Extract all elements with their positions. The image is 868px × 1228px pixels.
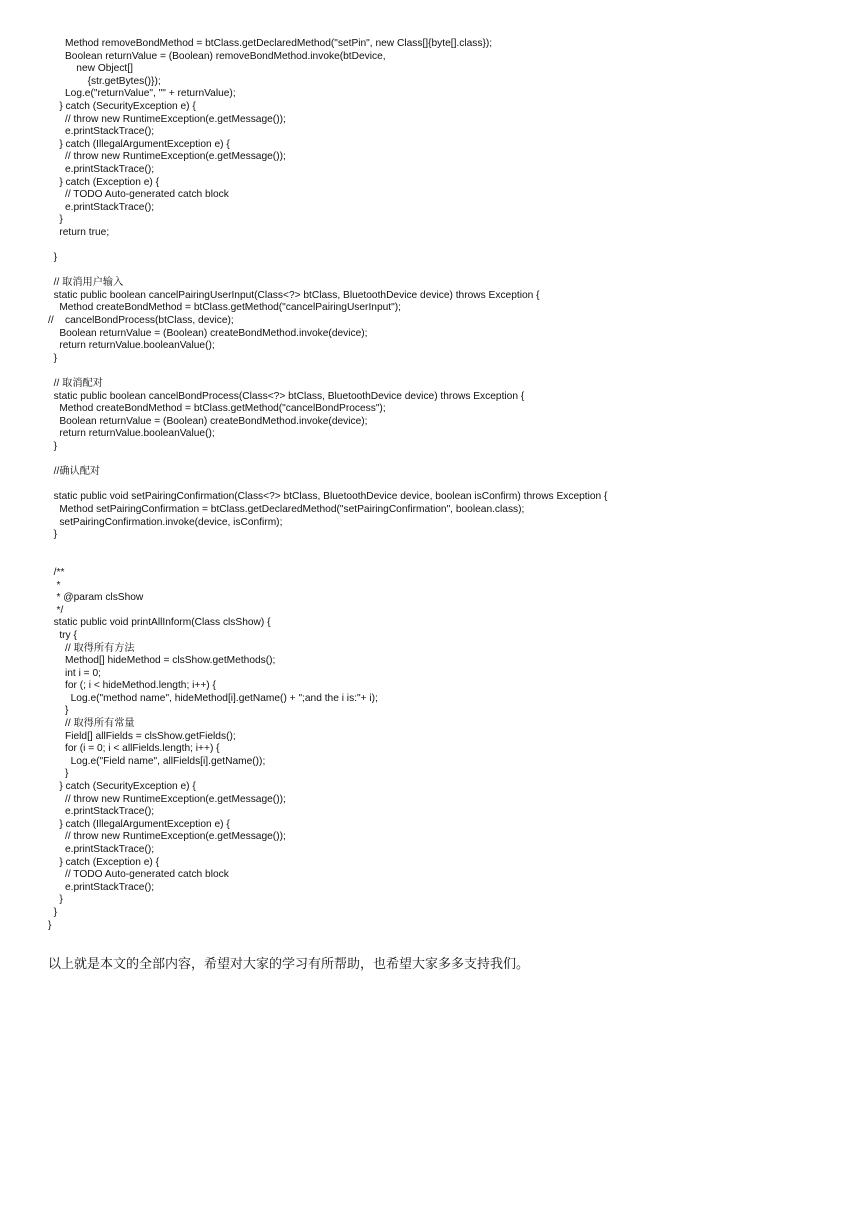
code-line: e.printStackTrace();: [48, 201, 155, 213]
code-line: {str.getBytes()});: [48, 75, 161, 87]
closing-paragraph: 以上就是本文的全部内容，希望对大家的学习有所帮助，也希望大家多多支持我们。: [48, 956, 530, 971]
code-line: Method createBondMethod = btClass.getMethod("cancelPairingUserInput");: [48, 302, 401, 314]
code-line: Field[] allFields = clsShow.getFields();: [48, 730, 236, 742]
code-line: */: [48, 604, 64, 616]
code-line: [48, 265, 848, 278]
code-line: }: [48, 441, 58, 452]
code-line: }: [48, 894, 63, 906]
code-line: }: [48, 705, 69, 717]
code-line: Method[] hideMethod = clsShow.getMethods();: [48, 655, 276, 667]
code-line: }: [48, 252, 58, 264]
code-line: Log.e("method name", hideMethod[i].getName() + ";and the i is:"+ i);: [48, 692, 378, 704]
code-line: } catch (SecurityException e) {: [48, 100, 196, 112]
code-line: for (i = 0; i < allFields.length; i++) {: [48, 743, 220, 755]
code-line: *: [48, 579, 61, 591]
code-line: setPairingConfirmation.invoke(device, isConfirm);: [48, 516, 283, 528]
code-listing: [48, 38, 848, 932]
code-line: } catch (Exception e) {: [48, 856, 159, 868]
code-line: // TODO Auto-generated catch block: [48, 189, 229, 201]
code-line: e.printStackTrace();: [48, 881, 155, 893]
code-line: Log.e("returnValue", "" + returnValue);: [48, 88, 236, 100]
code-line: // 取消用户输入: [48, 277, 124, 289]
code-line: // throw new RuntimeException(e.getMessage());: [48, 831, 286, 843]
code-line: static public boolean cancelBondProcess(Class<?> btClass, BluetoothDevice device) throws Exception {: [48, 390, 525, 402]
code-line: }: [48, 906, 58, 918]
code-line: static public void printAllInform(Class clsShow) {: [48, 617, 271, 629]
code-line: } catch (IllegalArgumentException e) {: [48, 138, 230, 150]
code-line: // TODO Auto-generated catch block: [48, 869, 229, 881]
code-line: e.printStackTrace();: [48, 163, 155, 175]
code-line: try {: [48, 629, 77, 641]
code-line: // cancelBondProcess(btClass, device);: [48, 315, 234, 327]
code-line: // throw new RuntimeException(e.getMessage());: [48, 113, 286, 125]
code-line: }: [48, 919, 52, 931]
code-line: Method setPairingConfirmation = btClass.getDeclaredMethod("setPairingConfirmation", boolean.class);: [48, 503, 525, 515]
code-line: Method createBondMethod = btClass.getMethod("cancelBondProcess");: [48, 403, 386, 415]
code-line: } catch (IllegalArgumentException e) {: [48, 818, 230, 830]
code-line: // 取得所有方法: [48, 642, 135, 654]
code-line: Log.e("Field name", allFields[i].getName());: [48, 755, 266, 767]
code-line: static public boolean cancelPairingUserInput(Class<?> btClass, BluetoothDevice device) throws Exception {: [48, 289, 540, 301]
code-line: static public void setPairingConfirmation(Class<?> btClass, BluetoothDevice device, boolean isConfirm) throws Exception {: [48, 491, 608, 503]
code-line: // 取消配对: [48, 378, 103, 390]
code-line: Method removeBondMethod = btClass.getDeclaredMethod("setPin", new Class[]{byte[].class});: [48, 38, 493, 49]
code-line: } catch (SecurityException e) {: [48, 781, 196, 793]
code-line: /**: [48, 566, 65, 578]
code-line: for (; i < hideMethod.length; i++) {: [48, 680, 216, 692]
code-line: //确认配对: [48, 466, 101, 478]
code-line: new Object[]: [48, 63, 133, 75]
code-line: int i = 0;: [48, 667, 101, 679]
code-line: return returnValue.booleanValue();: [48, 428, 215, 440]
code-line: [48, 240, 848, 253]
code-line: // 取得所有常量: [48, 718, 135, 730]
code-line: [48, 454, 848, 467]
code-line: * @param clsShow: [48, 592, 144, 604]
code-line: e.printStackTrace();: [48, 844, 155, 855]
code-line: [48, 365, 848, 378]
code-line: Boolean returnValue = (Boolean) createBondMethod.invoke(device);: [48, 415, 368, 427]
code-line: [48, 542, 848, 555]
code-line: // throw new RuntimeException(e.getMessage());: [48, 151, 286, 163]
code-line: [48, 554, 848, 567]
code-line: }: [48, 352, 58, 364]
code-line: [48, 479, 848, 492]
code-line: return returnValue.booleanValue();: [48, 340, 215, 352]
code-line: }: [48, 214, 63, 226]
code-line: }: [48, 529, 58, 541]
code-line: e.printStackTrace();: [48, 806, 155, 818]
code-line: e.printStackTrace();: [48, 126, 155, 138]
code-line: Boolean returnValue = (Boolean) createBondMethod.invoke(device);: [48, 327, 368, 339]
code-line: Boolean returnValue = (Boolean) removeBondMethod.invoke(btDevice,: [48, 50, 386, 62]
code-line: // throw new RuntimeException(e.getMessage());: [48, 793, 286, 805]
code-line: }: [48, 768, 69, 780]
code-line: } catch (Exception e) {: [48, 176, 159, 188]
code-line: return true;: [48, 226, 110, 238]
